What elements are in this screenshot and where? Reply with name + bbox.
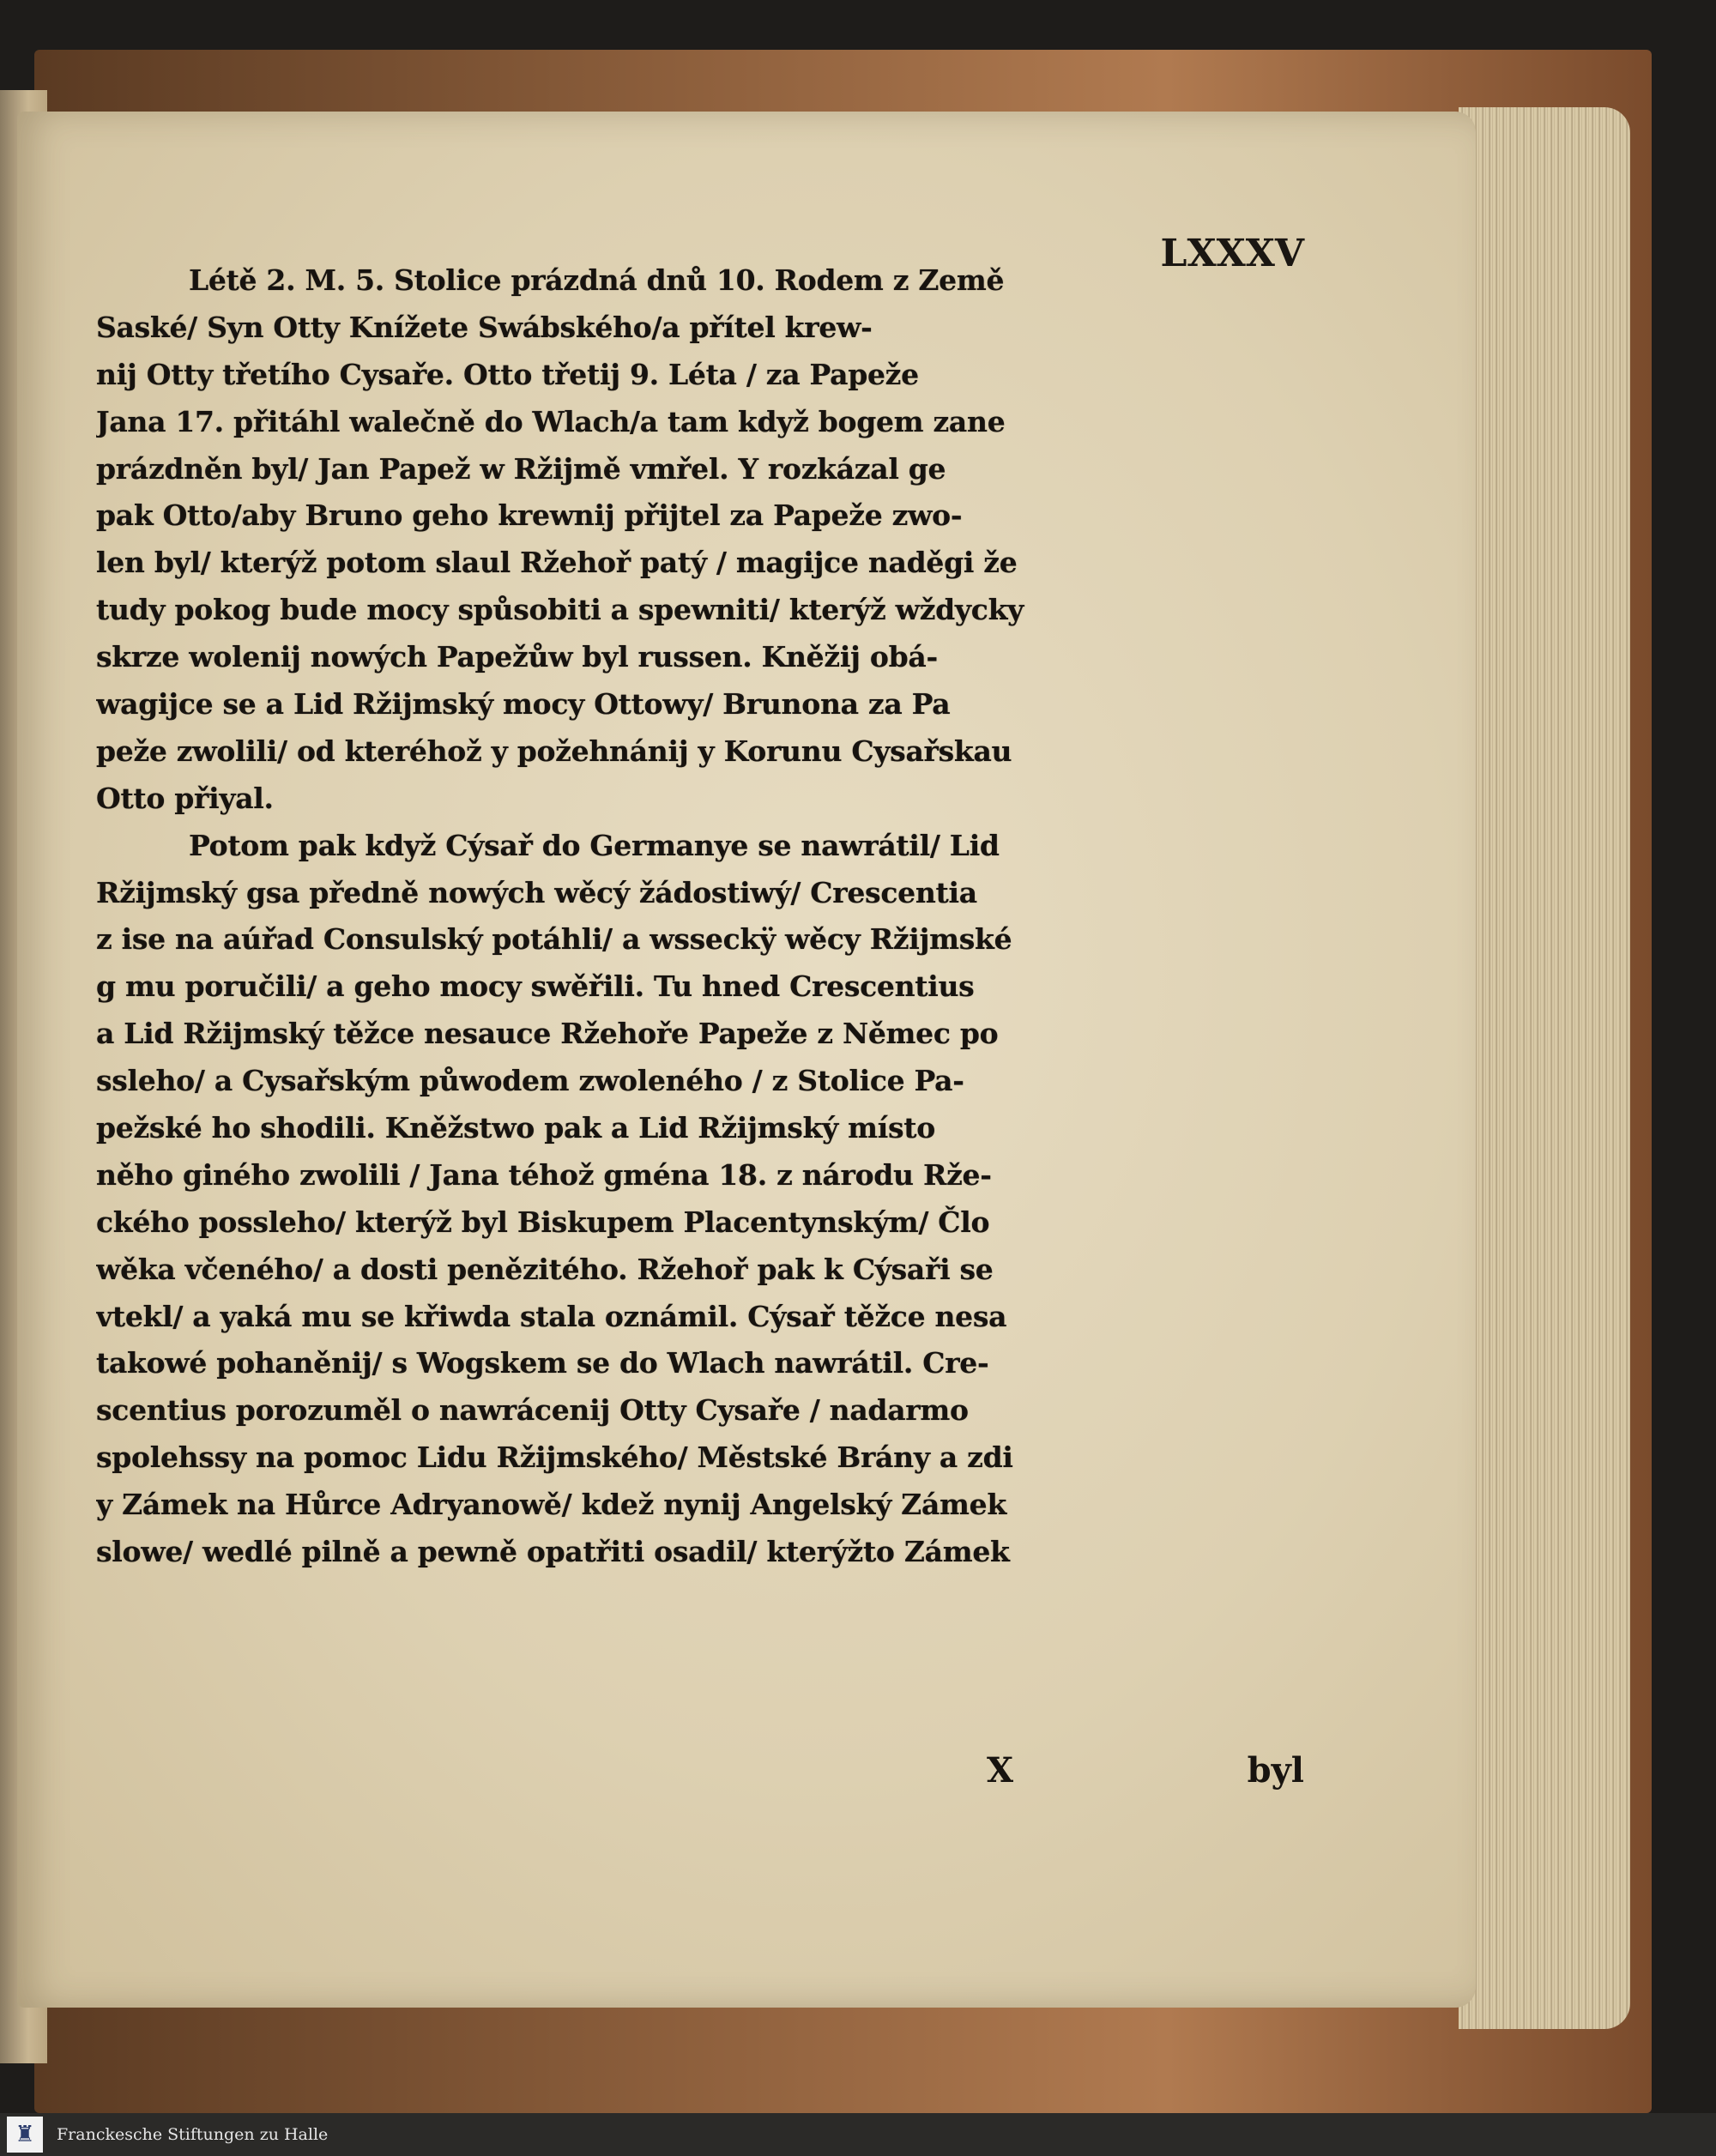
text-line: peže zwolili/ od kteréhož y požehnánij y Korunu Cysařskau (96, 734, 1012, 768)
text-line: tudy pokog bude mocy spůsobiti a spewniti/ kterýž wždycky (96, 593, 1024, 627)
text-line: a Lid Ržijmský těžce nesauce Ržehoře Papeže z Němec po (96, 1017, 999, 1051)
text-line: ckého possleho/ kterýž byl Biskupem Placentynským/ Člo (96, 1205, 990, 1239)
text-line: Ržijmský gsa předně nowých wěcý žádostiwý/ Crescentia (96, 875, 977, 909)
text-line: spolehssy na pomoc Lidu Ržijmského/ Městské Brány a zdi (96, 1440, 1013, 1475)
text-line: prázdněn byl/ Jan Papež w Ržijmě vmřel. Y rozkázal ge (96, 451, 946, 486)
page-foot-row (987, 1750, 1304, 1802)
text-line: scentius porozuměl o nawrácenij Otty Cysaře / nadarmo (96, 1393, 969, 1428)
foundation-logo-icon: ♜ (7, 2117, 43, 2153)
text-line: slowe/ wedlé pilně a pewně opatřiti osadil/ kterýžto Zámek (96, 1535, 1010, 1569)
text-line: g mu poručili/ a geho mocy swěřili. Tu hned Crescentius (96, 969, 975, 1004)
text-line: něho giného zwolili / Jana téhož gména 18. z národu Rže- (96, 1157, 992, 1192)
folio-number: LXXXV (1160, 232, 1304, 275)
text-line: Otto přiyal. (96, 781, 274, 815)
text-line: pak Otto/aby Bruno geho krewnij přijtel za Papeže zwo- (96, 498, 963, 533)
text-line: z ise na aúřad Consulský potáhli/ a wsseckÿ wěcy Ržijmské (96, 922, 1012, 957)
text-line: wagijce se a Lid Ržijmský mocy Ottowy/ Brunona za Pa (96, 687, 951, 722)
text-line: takowé pohaněnij/ s Wogskem se do Wlach nawrátil. Cre- (96, 1346, 989, 1380)
text-line: skrze wolenij nowých Papežůw byl russen. Kněžij obá- (96, 640, 938, 674)
text-line: Potom pak když Cýsař do Germanye se nawrátil/ Lid (189, 828, 1000, 862)
page-edges-stack (1459, 107, 1630, 2029)
text-line: len byl/ kterýž potom slaul Ržehoř patý / magijce naděgi že (96, 546, 1018, 580)
text-line: wěka včeného/ a dosti penězitého. Ržehoř pak k Cýsaři se (96, 1252, 994, 1286)
catchword: byl (1247, 1750, 1304, 1791)
text-line: Jana 17. přitáhl walečně do Wlach/a tam když bogem zane (96, 404, 1006, 438)
text-line: vtekl/ a yaká mu se křiwda stala oznámil. Cýsař těžce nesa (96, 1299, 1007, 1333)
page-text-block (96, 257, 1297, 1576)
viewer-footer (0, 2113, 1716, 2156)
text-line: Létě 2. M. 5. Stolice prázdná dnů 10. Rodem z Země (189, 263, 1005, 297)
text-line: ssleho/ a Cysařským půwodem zwoleného / z Stolice Pa- (96, 1064, 964, 1098)
text-line: nij Otty třetího Cysaře. Otto třetij 9. Léta / za Papeže (96, 357, 919, 391)
text-line: Saské/ Syn Otty Knížete Swábského/a přítel krew- (96, 310, 873, 344)
signature-mark: X (987, 1750, 1014, 1791)
text-line: y Zámek na Hůrce Adryanowě/ kdež nynij Angelský Zámek (96, 1488, 1006, 1522)
footer-credit: Franckesche Stiftungen zu Halle (57, 2125, 329, 2144)
text-line: pežské ho shodili. Kněžstwo pak a Lid Ržijmský místo (96, 1111, 935, 1145)
